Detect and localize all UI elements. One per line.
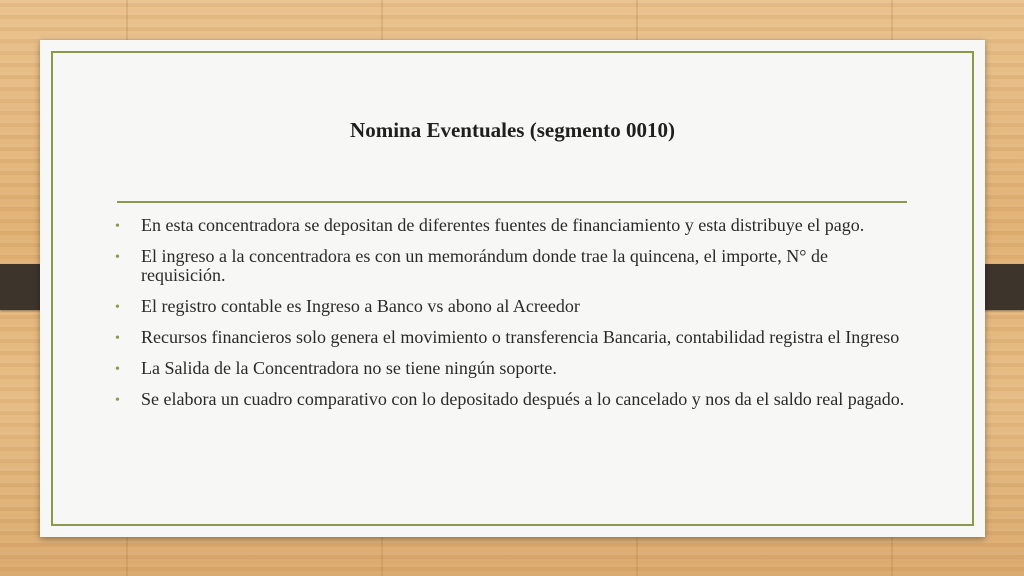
bullet-item <box>115 297 915 316</box>
bullet-icon: • <box>115 250 120 265</box>
bullet-icon: • <box>115 300 120 315</box>
slide-paper <box>40 40 985 537</box>
bullet-icon: • <box>115 331 120 346</box>
bullet-text: En esta concentradora se depositan de diferentes fuentes de financiamiento y esta distribuye el pago. <box>141 215 865 235</box>
bullet-icon: • <box>115 362 120 377</box>
bullet-list <box>115 216 915 421</box>
bullet-item <box>115 216 915 235</box>
bullet-item <box>115 390 915 409</box>
bullet-text: El ingreso a la concentradora es con un memorándum donde trae la quincena, el importe, N° de requisición. <box>141 246 828 285</box>
bullet-item <box>115 359 915 378</box>
bullet-text: Recursos financieros solo genera el movimiento o transferencia Bancaria, contabilidad registra el Ingreso <box>141 327 900 347</box>
bullet-icon: • <box>115 393 120 408</box>
bullet-text: La Salida de la Concentradora no se tiene ningún soporte. <box>141 358 557 378</box>
bullet-text: Se elabora un cuadro comparativo con lo depositado después a lo cancelado y nos da el saldo real pagado. <box>141 389 905 409</box>
bullet-item <box>115 247 915 285</box>
bullet-icon: • <box>115 219 120 234</box>
bullet-item <box>115 328 915 347</box>
slide-title: Nomina Eventuales (segmento 0010) <box>350 118 675 142</box>
bullet-text: El registro contable es Ingreso a Banco vs abono al Acreedor <box>141 296 580 316</box>
title-divider <box>117 201 907 203</box>
